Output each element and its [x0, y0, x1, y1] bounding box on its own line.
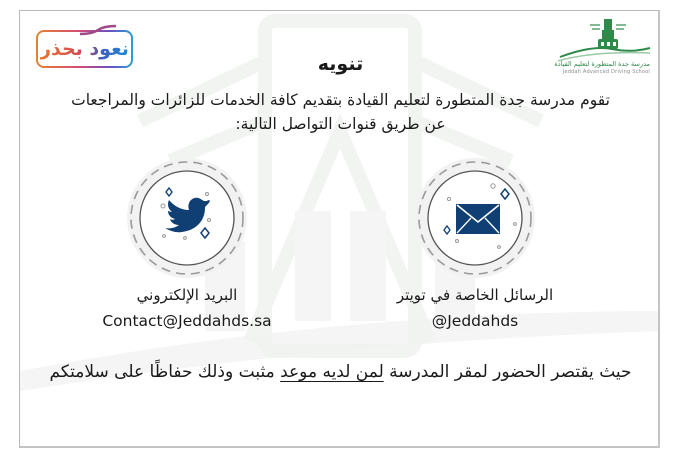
twitter-handle-link[interactable]: @Jeddahds — [431, 312, 519, 330]
email-address-link[interactable]: Contact@Jeddahds.sa — [102, 312, 272, 330]
notice-title: تنويه — [317, 53, 364, 75]
closing-text-end: مثبت وذلك حفاظًا على سلامتكم — [49, 362, 281, 382]
intro-text: تقوم مدرسة جدة المتطورة لتعليم القيادة بتقديم كافة الخدمات للزائرات والمراجعات عن طريق قنوات التواصل التالية: — [71, 91, 610, 133]
badge-text: نعود بحذر — [40, 38, 129, 60]
closing-text — [40, 356, 641, 389]
twitter-bird-icon — [125, 156, 249, 280]
channel-label: الرسائل الخاصة في تويتر — [396, 286, 554, 304]
channel-twitter-dm — [375, 156, 575, 330]
channel-email — [87, 156, 287, 330]
notice-card — [19, 10, 660, 448]
school-name-english: Jeddah Advanced Driving School — [562, 69, 650, 75]
badge-swoosh-icon — [78, 24, 118, 36]
closing-text-start: حيث يقتصر الحضور لمقر المدرسة — [383, 362, 632, 382]
channel-label: البريد الإلكتروني — [136, 286, 238, 304]
envelope-icon — [413, 156, 537, 280]
school-name-arabic: مدرسة جدة المتطورة لتعليم القيادة — [554, 60, 650, 68]
closing-text-emphasis: لمن لديه موعد — [280, 362, 384, 382]
